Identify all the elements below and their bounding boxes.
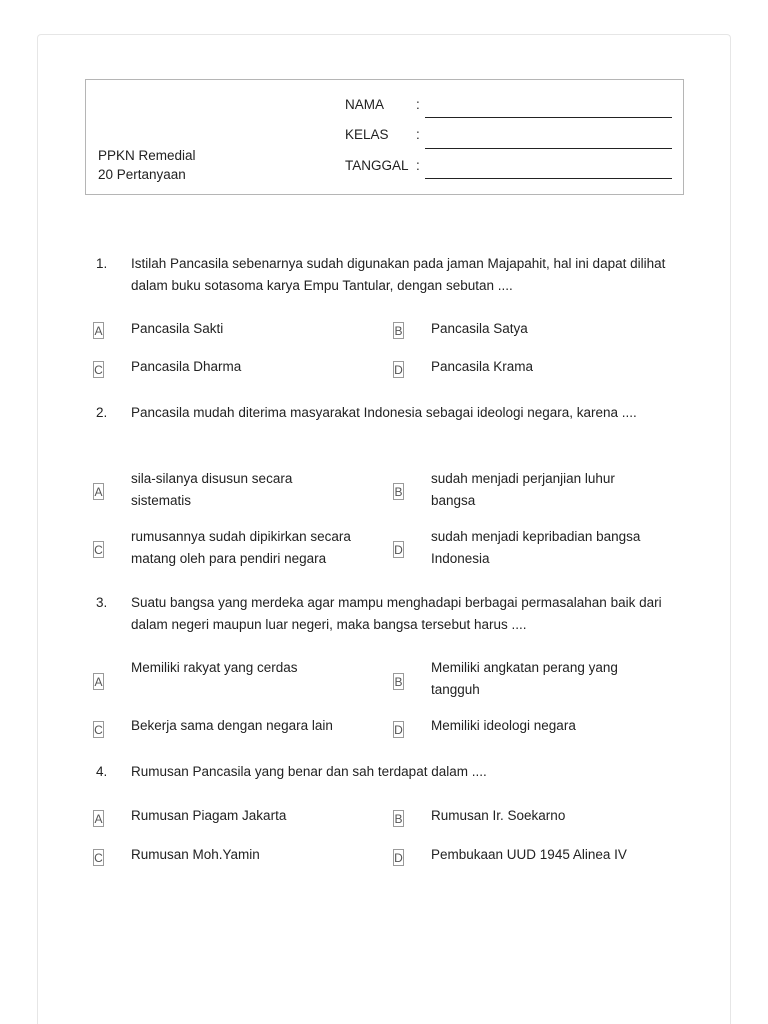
option-d-text[interactable]: Pembukaan UUD 1945 Alinea IV	[431, 847, 627, 862]
question-text: Pancasila mudah diterima masyarakat Indonesia sebagai ideologi negara, karena ....	[131, 405, 637, 420]
student-info-box	[85, 79, 684, 195]
option-c-text[interactable]: Rumusan Moh.Yamin	[131, 847, 260, 862]
question-text: Istilah Pancasila sebenarnya sudah digunakan pada jaman Majapahit, hal ini dapat dilihat dalam buku sotasoma karya Empu Tantular, dengan sebutan ....	[131, 256, 666, 293]
option-d-box[interactable]: D	[394, 542, 403, 557]
option-b-box[interactable]: B	[394, 484, 403, 499]
question-text: Suatu bangsa yang merdeka agar mampu menghadapi berbagai permasalahan baik dari dalam negeri maupun luar negeri, maka bangsa tersebut harus ....	[131, 595, 662, 632]
question-number: 3.	[96, 595, 108, 610]
option-a-box[interactable]: A	[94, 323, 103, 338]
question-number: 2.	[96, 405, 108, 420]
option-b-box[interactable]: B	[394, 811, 403, 826]
option-b-box[interactable]: B	[394, 323, 403, 338]
option-a-box[interactable]: A	[94, 811, 103, 826]
option-b-text[interactable]: Pancasila Satya	[431, 321, 528, 336]
question-text: Rumusan Pancasila yang benar dan sah terdapat dalam ....	[131, 764, 487, 779]
option-a-text[interactable]: sila-silanya disusun secara sistematis	[131, 471, 293, 508]
class-colon: :	[416, 127, 420, 142]
option-b-box[interactable]: B	[394, 674, 403, 689]
option-c-box[interactable]: C	[94, 542, 103, 557]
option-a-text[interactable]: Memiliki rakyat yang cerdas	[131, 660, 298, 675]
date-label: TANGGAL	[345, 158, 409, 173]
date-colon: :	[416, 158, 420, 173]
option-a-text[interactable]: Rumusan Piagam Jakarta	[131, 808, 287, 823]
quiz-title: PPKN Remedial	[98, 148, 196, 163]
name-colon: :	[416, 97, 420, 112]
date-line	[425, 178, 672, 179]
option-d-text[interactable]: Memiliki ideologi negara	[431, 718, 576, 733]
option-d-text[interactable]: Pancasila Krama	[431, 359, 534, 374]
option-c-box[interactable]: C	[94, 850, 103, 865]
question-number: 4.	[96, 764, 108, 779]
option-a-box[interactable]: A	[94, 484, 103, 499]
option-b-text[interactable]: Rumusan Ir. Soekarno	[431, 808, 566, 823]
option-d-box[interactable]: D	[394, 722, 403, 737]
option-d-box[interactable]: D	[394, 850, 403, 865]
option-b-text[interactable]: sudah menjadi perjanjian luhur bangsa	[431, 471, 615, 508]
option-a-box[interactable]: A	[94, 674, 103, 689]
option-d-box[interactable]: D	[394, 362, 403, 377]
option-c-text[interactable]: rumusannya sudah dipikirkan secara matang oleh para pendiri negara	[131, 529, 351, 566]
question-number: 1.	[96, 256, 108, 271]
quiz-subtitle: 20 Pertanyaan	[98, 167, 186, 182]
option-b-text[interactable]: Memiliki angkatan perang yang tangguh	[431, 660, 618, 697]
option-c-text[interactable]: Pancasila Dharma	[131, 359, 242, 374]
option-c-box[interactable]: C	[94, 722, 103, 737]
option-c-box[interactable]: C	[94, 362, 103, 377]
option-c-text[interactable]: Bekerja sama dengan negara lain	[131, 718, 333, 733]
class-label: KELAS	[345, 127, 389, 142]
class-line	[425, 148, 672, 149]
option-a-text[interactable]: Pancasila Sakti	[131, 321, 224, 336]
name-line	[425, 117, 672, 118]
option-d-text[interactable]: sudah menjadi kepribadian bangsa Indonesia	[431, 529, 641, 566]
name-label: NAMA	[345, 97, 385, 112]
